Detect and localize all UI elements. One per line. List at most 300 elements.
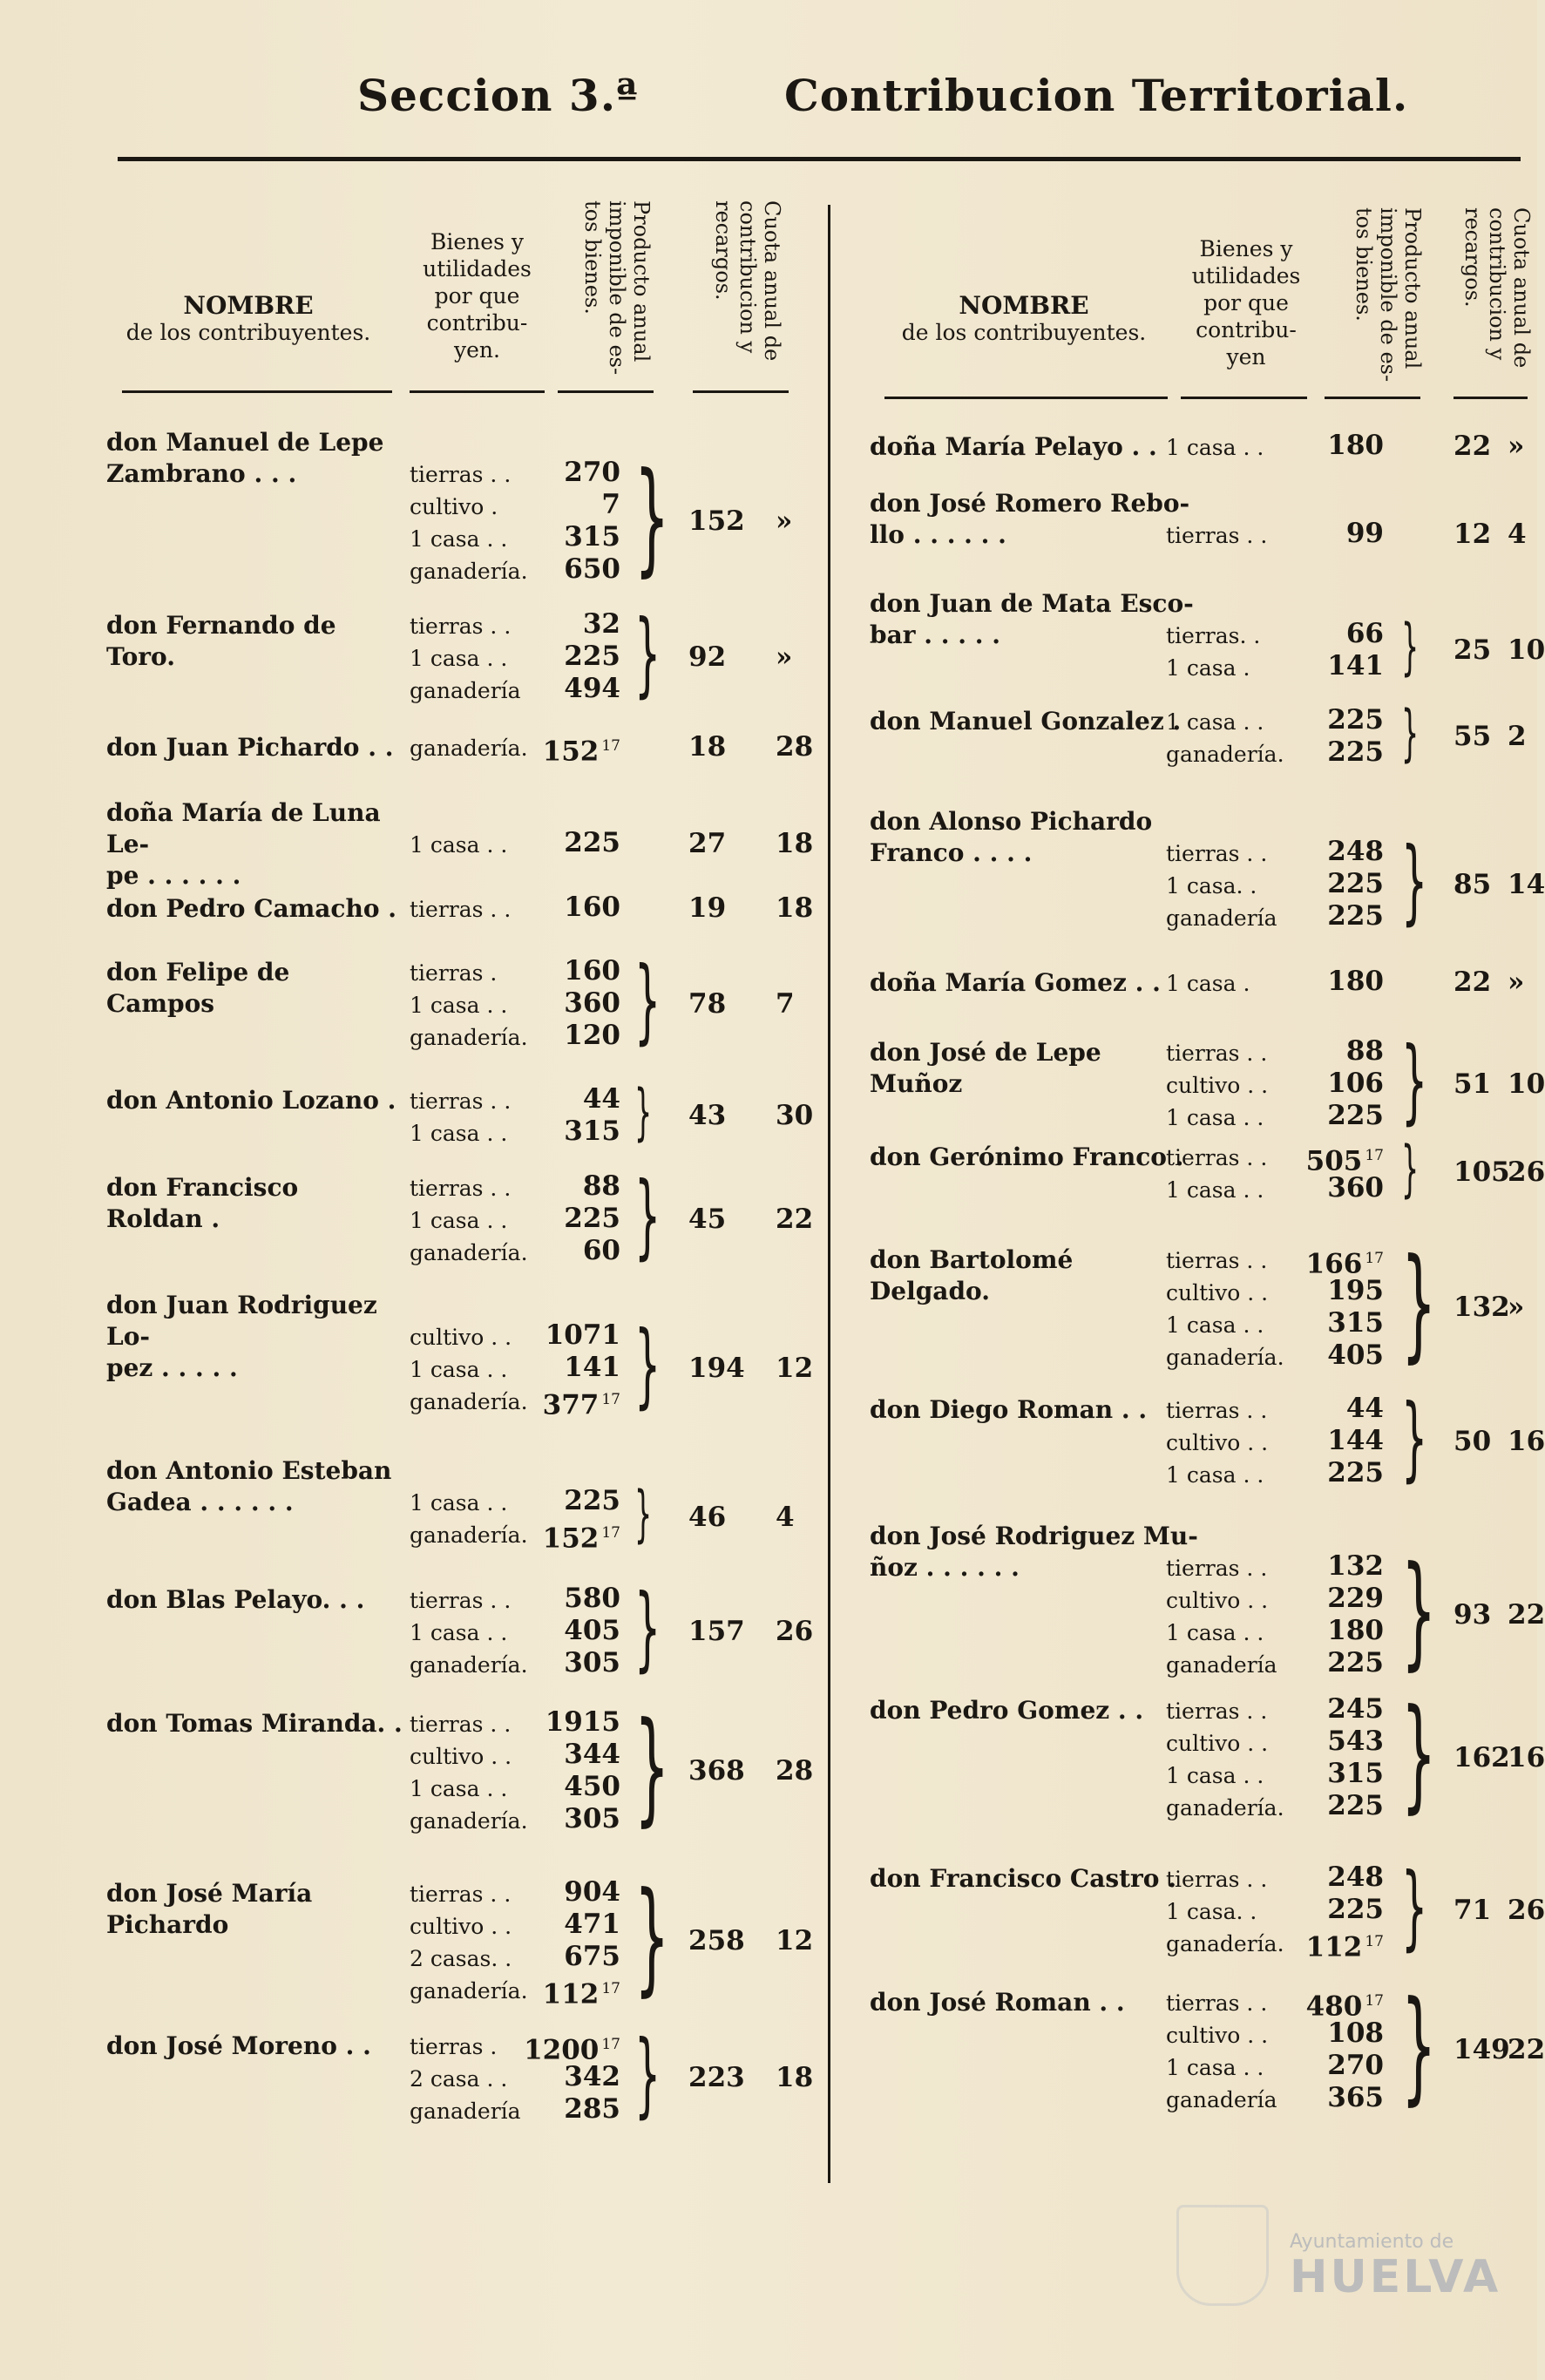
grouping-brace-icon: }	[1401, 1133, 1420, 1204]
cuota-fraction: »	[776, 641, 793, 673]
product-value	[507, 1319, 620, 1352]
product-value	[507, 1115, 620, 1148]
property-label: ganadería.	[1166, 1931, 1284, 1956]
grouping-brace-icon: }	[634, 1076, 653, 1148]
cuota-fraction: 28	[776, 1755, 814, 1787]
product-amount: 904	[564, 1876, 620, 1908]
header-rule-left	[558, 390, 654, 393]
product-value	[507, 1020, 620, 1052]
property-label: ganadería.	[410, 1389, 528, 1414]
product-amount: 106	[1327, 1068, 1384, 1099]
property-label: tierras . .	[410, 1088, 512, 1114]
cuota-fraction: 18	[776, 2061, 814, 2093]
product-value	[1271, 1615, 1384, 1647]
property-label: 1 casa . .	[410, 993, 508, 1018]
huelva-seal-icon	[1176, 2205, 1269, 2306]
product-amount: 120	[564, 1020, 620, 1051]
property-label: tierras . .	[1166, 1867, 1268, 1892]
cuota-fraction: »	[776, 505, 793, 537]
grouping-brace-icon: }	[1401, 1027, 1428, 1134]
product-amount: 225	[1327, 1457, 1384, 1488]
cuota-value: 22	[1454, 966, 1492, 998]
product-amount: 152	[542, 736, 600, 768]
product-value	[507, 641, 620, 673]
property-label: 2 casa . .	[410, 2066, 508, 2092]
cuota-value: 258	[688, 1925, 745, 1956]
taxpayer-name: don José María Pichardo	[106, 1879, 313, 1939]
header-nombre-title: NOMBRE	[183, 291, 314, 320]
product-amount: 675	[564, 1941, 620, 1972]
product-amount: 248	[1327, 836, 1384, 867]
taxpayer-name: don Francisco Castro .	[870, 1864, 1176, 1893]
grouping-brace-icon: }	[1401, 1384, 1428, 1491]
property-label: 1 casa . .	[1166, 1763, 1264, 1788]
cuota-fraction: 12	[776, 1352, 814, 1384]
grouping-brace-icon: }	[634, 1311, 661, 1418]
property-label: tierras . .	[1166, 1556, 1268, 1581]
product-amount: 225	[1327, 1790, 1384, 1821]
cuota-value: 162	[1454, 1742, 1510, 1773]
cuota-fraction: 16	[1508, 1742, 1545, 1773]
property-label: 1 casa . .	[1166, 1312, 1264, 1338]
taxpayer-name: don Manuel Gonzalez .	[870, 707, 1182, 736]
taxpayer-name: don Pedro Gomez . .	[870, 1696, 1144, 1725]
product-value	[507, 827, 620, 859]
product-amount: 360	[564, 987, 620, 1019]
cuota-fraction: 22	[1508, 2034, 1545, 2065]
product-amount: 152	[542, 1522, 600, 1555]
cuota-fraction: 4	[776, 1502, 795, 1533]
product-amount: 1200	[524, 2034, 600, 2066]
property-label: cultivo . .	[410, 1744, 512, 1769]
product-amount: 141	[1327, 650, 1384, 681]
property-label: cultivo .	[410, 494, 498, 519]
product-amount: 225	[1327, 736, 1384, 768]
product-amount: 285	[564, 2093, 620, 2125]
section-heading: Seccion 3.ª	[357, 70, 639, 121]
product-amount: 270	[564, 457, 620, 488]
product-value	[507, 553, 620, 586]
cuota-value: 71	[1454, 1894, 1492, 1926]
property-label: ganadería	[410, 2099, 521, 2124]
cuota-fraction: 18	[776, 892, 814, 924]
cuota-value: 85	[1454, 868, 1492, 900]
product-amount: 132	[1327, 1550, 1384, 1582]
property-label: 1 casa . .	[410, 646, 508, 671]
property-label: tierras . .	[410, 614, 512, 639]
product-value	[507, 1803, 620, 1835]
product-amount: 315	[1327, 1307, 1384, 1339]
product-amount: 450	[564, 1771, 620, 1802]
top-rule	[118, 157, 1521, 161]
cuota-value: 43	[688, 1100, 727, 1131]
product-fraction: 17	[601, 1980, 620, 1997]
taxpayer-name: don Felipe de Campos	[106, 958, 290, 1018]
product-amount: 543	[1327, 1726, 1384, 1757]
property-label: 1 casa .	[1166, 655, 1250, 681]
product-value	[507, 1517, 620, 1555]
cuota-fraction: »	[1508, 430, 1525, 462]
taxpayer-name: don José Rodriguez Mu- ñoz . . . . . .	[870, 1522, 1198, 1582]
product-fraction: 17	[1365, 1933, 1384, 1950]
cuota-value: 18	[688, 730, 727, 763]
product-amount: 60	[582, 1235, 620, 1266]
cuota-value: 46	[688, 1502, 727, 1533]
product-value	[507, 1909, 620, 1941]
cuota-fraction: 26	[776, 1615, 814, 1647]
product-value	[507, 1384, 620, 1421]
cuota-value: 194	[688, 1352, 745, 1384]
cuota-value: 157	[688, 1615, 745, 1647]
taxpayer-name: don Bartolomé Delgado.	[870, 1245, 1074, 1305]
product-amount: 180	[1327, 430, 1384, 461]
property-label: tierras . .	[1166, 1248, 1268, 1273]
product-value	[1271, 900, 1384, 932]
cuota-value: 45	[688, 1203, 727, 1235]
cuota-value: 78	[688, 987, 727, 1020]
product-amount: 108	[1327, 2017, 1384, 2049]
product-amount: 160	[564, 955, 620, 987]
cuota-fraction: 10	[1508, 634, 1545, 666]
grouping-brace-icon: }	[634, 600, 661, 707]
product-value	[1271, 868, 1384, 900]
product-amount: 66	[1345, 618, 1384, 649]
taxpayer-name: doña María de Luna Le- pe . . . . . .	[106, 798, 381, 890]
product-value	[507, 608, 620, 641]
product-amount: 180	[1327, 1615, 1384, 1646]
taxpayer-name: don Juan Rodriguez Lo- pez . . . . .	[106, 1291, 377, 1382]
header-nombre-subtitle: de los contribuyentes.	[901, 320, 1147, 345]
header-nombre-subtitle: de los contribuyentes.	[125, 320, 371, 345]
header-bienes-left: Bienes y utilidades por que contribu- yen.	[423, 229, 532, 363]
property-label: 1 casa .	[1166, 971, 1250, 996]
property-label: tierras .	[410, 960, 498, 986]
property-label: ganadería.	[1166, 742, 1284, 767]
grouping-brace-icon: }	[1401, 611, 1420, 682]
property-label: 1 casa . .	[410, 1776, 508, 1801]
archive-stamp	[1290, 2231, 1501, 2302]
property-label: cultivo . .	[1166, 1430, 1269, 1455]
product-amount: 166	[1305, 1248, 1363, 1280]
header-producto-left: Producto anual imponible de es- tos bienes.	[580, 200, 654, 376]
product-value	[1271, 1035, 1384, 1068]
product-amount: 315	[1327, 1758, 1384, 1789]
property-label: ganadería.	[1166, 1345, 1284, 1370]
product-amount: 112	[542, 1978, 600, 2010]
product-amount: 248	[1327, 1861, 1384, 1893]
product-value	[1271, 1790, 1384, 1822]
header-rule-right	[884, 397, 1168, 399]
property-label: 1 casa . .	[410, 1620, 508, 1645]
property-label: tierras .	[410, 2034, 498, 2059]
product-amount: 229	[1327, 1583, 1384, 1614]
grouping-brace-icon: }	[1401, 1683, 1437, 1826]
grouping-brace-icon: }	[1401, 697, 1420, 769]
header-producto-right: Producto anual imponible de es- tos bienes.	[1352, 207, 1425, 383]
product-value	[1271, 1457, 1384, 1489]
product-amount: 471	[564, 1909, 620, 1940]
cuota-value: 105	[1454, 1156, 1510, 1188]
grouping-brace-icon: }	[634, 2020, 661, 2127]
product-value	[1271, 1425, 1384, 1457]
product-amount: 225	[1327, 868, 1384, 899]
property-label: 1 casa . .	[1166, 1177, 1264, 1203]
product-value	[507, 673, 620, 705]
taxpayer-name: don Alonso Pichardo Franco . . . .	[870, 807, 1153, 867]
property-label: tierras . .	[1166, 523, 1268, 548]
product-amount: 112	[1305, 1931, 1363, 1963]
property-label: cultivo . .	[1166, 1731, 1269, 1756]
product-value	[1271, 1758, 1384, 1790]
property-label: cultivo . .	[1166, 1280, 1269, 1305]
product-amount: 505	[1305, 1145, 1363, 1177]
property-label: tierras . .	[1166, 1041, 1268, 1066]
column-divider	[828, 205, 830, 2183]
product-value	[507, 1771, 620, 1803]
property-label: ganadería	[1166, 1652, 1277, 1678]
cuota-value: 149	[1454, 2034, 1510, 2065]
taxpayer-name: don Juan Pichardo . .	[106, 733, 394, 762]
cuota-value: 223	[688, 2061, 745, 2093]
product-fraction: 17	[601, 737, 620, 755]
taxpayer-name: don Gerónimo Franco .	[870, 1143, 1184, 1171]
property-label: 1 casa . .	[1166, 2055, 1264, 2080]
product-amount: 225	[564, 641, 620, 672]
header-nombre-right	[880, 292, 1168, 346]
grouping-brace-icon: }	[634, 1866, 670, 2009]
product-value	[507, 1352, 620, 1384]
taxpayer-name: don Manuel de Lepe Zambrano . . .	[106, 428, 384, 488]
product-value	[1271, 1894, 1384, 1926]
property-label: tierras . .	[410, 897, 512, 922]
taxpayer-name: don Antonio Esteban Gadea . . . . . .	[106, 1456, 392, 1516]
taxpayer-name: don Fernando de Toro.	[106, 611, 336, 671]
property-label: ganadería.	[410, 1652, 528, 1678]
page-title: Contribucion Territorial.	[784, 70, 1409, 121]
taxpayer-name: don Antonio Lozano .	[106, 1086, 396, 1115]
product-value	[1271, 1307, 1384, 1339]
product-amount: 494	[564, 673, 620, 704]
product-amount: 580	[564, 1583, 620, 1614]
cuota-fraction: »	[1508, 966, 1525, 998]
product-value	[1271, 1068, 1384, 1100]
product-amount: 7	[601, 489, 620, 520]
property-label: cultivo . .	[1166, 1588, 1269, 1613]
header-rule-left	[410, 390, 545, 393]
product-amount: 180	[1327, 966, 1384, 997]
property-label: tierras . .	[410, 1588, 512, 1613]
product-value	[1271, 966, 1384, 998]
product-amount: 144	[1327, 1425, 1384, 1456]
product-value	[507, 1083, 620, 1115]
cuota-fraction: 4	[1508, 518, 1527, 550]
product-amount: 44	[582, 1083, 620, 1115]
grouping-brace-icon: }	[1401, 1232, 1437, 1375]
cuota-value: 22	[1454, 430, 1492, 462]
product-amount: 365	[1327, 2082, 1384, 2113]
header-rule-right	[1181, 397, 1307, 399]
product-value	[507, 1973, 620, 2010]
product-value	[1271, 736, 1384, 769]
grouping-brace-icon: }	[1401, 1540, 1437, 1683]
product-value	[1271, 2082, 1384, 2114]
product-amount: 1915	[545, 1706, 620, 1738]
property-label: tierras . .	[1166, 1990, 1268, 2016]
cuota-fraction: 30	[776, 1100, 814, 1131]
grouping-brace-icon: }	[1401, 1853, 1428, 1960]
product-value	[507, 1583, 620, 1615]
product-value	[1271, 1172, 1384, 1204]
product-amount: 99	[1345, 518, 1384, 549]
product-amount: 225	[564, 1203, 620, 1234]
archive-stamp-big: HUELVA	[1290, 2251, 1501, 2303]
product-amount: 32	[582, 608, 620, 640]
cuota-fraction: 26	[1508, 1156, 1545, 1188]
cuota-value: 132	[1454, 1292, 1510, 1323]
property-label: cultivo . .	[410, 1914, 512, 1939]
product-value	[1271, 2050, 1384, 2082]
header-nombre-left	[105, 292, 392, 346]
cuota-value: 152	[688, 505, 745, 537]
product-value	[507, 1739, 620, 1771]
product-amount: 405	[1327, 1339, 1384, 1371]
taxpayer-name: don Tomas Miranda. .	[106, 1709, 403, 1738]
product-amount: 225	[1327, 1100, 1384, 1131]
product-amount: 225	[1327, 1894, 1384, 1925]
product-amount: 377	[542, 1389, 600, 1421]
cuota-fraction: 26	[1508, 1894, 1545, 1926]
product-value	[1271, 650, 1384, 682]
product-value	[1271, 2017, 1384, 2050]
product-value	[1271, 836, 1384, 868]
property-label: ganadería	[410, 678, 521, 703]
property-label: 1 casa . .	[410, 526, 508, 552]
property-label: 1 casa . .	[410, 832, 508, 858]
product-fraction: 17	[1365, 1250, 1384, 1267]
property-label: 1 casa . .	[410, 1208, 508, 1233]
product-value	[507, 1941, 620, 1973]
cuota-fraction: 18	[776, 827, 814, 859]
product-value	[1271, 1985, 1384, 2023]
product-value	[1271, 1100, 1384, 1132]
cuota-value: 27	[688, 827, 727, 859]
taxpayer-name: don José Moreno . .	[106, 2031, 371, 2060]
taxpayer-name: doña María Gomez . .	[870, 968, 1161, 997]
cuota-fraction: 2	[1508, 721, 1527, 752]
product-value	[507, 955, 620, 987]
property-label: tierras . .	[410, 1712, 512, 1737]
product-value	[1271, 1726, 1384, 1758]
property-label: tierras . .	[410, 1882, 512, 1907]
product-value	[1271, 430, 1384, 462]
product-amount: 225	[1327, 704, 1384, 736]
product-value	[507, 1876, 620, 1909]
cuota-value: 25	[1454, 634, 1492, 666]
product-value	[507, 2061, 620, 2093]
property-label: tierras . .	[1166, 1699, 1268, 1724]
taxpayer-name: don Juan de Mata Esco- bar . . . . .	[870, 589, 1194, 649]
cuota-fraction: 28	[776, 730, 814, 763]
product-value	[1271, 1693, 1384, 1726]
product-value	[507, 1170, 620, 1203]
grouping-brace-icon: }	[634, 946, 661, 1054]
grouping-brace-icon: }	[634, 1696, 670, 1839]
property-label: 1 casa . .	[410, 1490, 508, 1515]
header-rule-right	[1454, 397, 1528, 399]
product-value	[1271, 518, 1384, 550]
header-cuota-right: Cuota anual de contribucion y recargos.	[1460, 207, 1534, 369]
product-amount: 315	[564, 1115, 620, 1147]
product-value	[507, 457, 620, 489]
property-label: ganadería.	[410, 1025, 528, 1050]
property-label: 1 casa . .	[410, 1121, 508, 1146]
cuota-fraction: 7	[776, 987, 795, 1020]
product-amount: 225	[564, 827, 620, 858]
property-label: 1 casa. .	[1166, 1899, 1257, 1924]
product-value	[1271, 1550, 1384, 1583]
property-label: tierras . .	[1166, 1398, 1268, 1423]
product-fraction: 17	[601, 1391, 620, 1408]
taxpayer-name: don Diego Roman . .	[870, 1395, 1148, 1424]
product-amount: 305	[564, 1647, 620, 1678]
product-amount: 245	[1327, 1693, 1384, 1725]
product-value	[507, 521, 620, 553]
product-amount: 315	[564, 521, 620, 553]
product-amount: 1071	[545, 1319, 620, 1351]
product-value	[507, 1615, 620, 1647]
property-label: ganadería.	[410, 1240, 528, 1265]
taxpayer-name: don Blas Pelayo. . .	[106, 1585, 365, 1614]
taxpayer-name: doña María Pelayo . .	[870, 432, 1157, 461]
taxpayer-name: don Francisco Roldan .	[106, 1173, 299, 1233]
grouping-brace-icon: }	[1401, 1975, 1437, 2118]
cuota-value: 368	[688, 1755, 745, 1787]
header-cuota-left: Cuota anual de contribucion y recargos.	[711, 200, 784, 362]
property-label: 1 casa . .	[1166, 1462, 1264, 1488]
product-amount: 195	[1327, 1275, 1384, 1306]
grouping-brace-icon: }	[634, 1162, 661, 1269]
property-label: ganadería	[1166, 905, 1277, 931]
property-label: tierras . .	[410, 462, 512, 487]
product-fraction: 17	[601, 2036, 620, 2053]
product-amount: 305	[564, 1803, 620, 1834]
product-value	[1271, 1140, 1384, 1177]
property-label: ganadería.	[410, 1808, 528, 1834]
grouping-brace-icon: }	[634, 1478, 653, 1549]
grouping-brace-icon: }	[634, 446, 670, 589]
property-label: ganadería.	[1166, 1795, 1284, 1821]
product-value	[1271, 1861, 1384, 1894]
product-amount: 141	[564, 1352, 620, 1383]
property-label: ganadería.	[410, 559, 528, 584]
product-value	[1271, 618, 1384, 650]
cuota-fraction: 10	[1508, 1068, 1545, 1100]
product-fraction: 17	[1365, 1992, 1384, 2010]
cuota-fraction: 22	[776, 1203, 814, 1235]
product-value	[1271, 1647, 1384, 1679]
property-label: ganadería.	[410, 1522, 528, 1548]
product-amount: 650	[564, 553, 620, 585]
product-amount: 225	[564, 1485, 620, 1516]
property-label: tierras . .	[410, 1176, 512, 1201]
cuota-value: 93	[1454, 1599, 1492, 1631]
product-amount: 44	[1345, 1393, 1384, 1424]
product-amount: 270	[1327, 2050, 1384, 2081]
product-value	[507, 892, 620, 924]
product-value	[1271, 1583, 1384, 1615]
property-label: tierras. .	[1166, 623, 1261, 648]
cuota-fraction: 14	[1508, 868, 1545, 900]
